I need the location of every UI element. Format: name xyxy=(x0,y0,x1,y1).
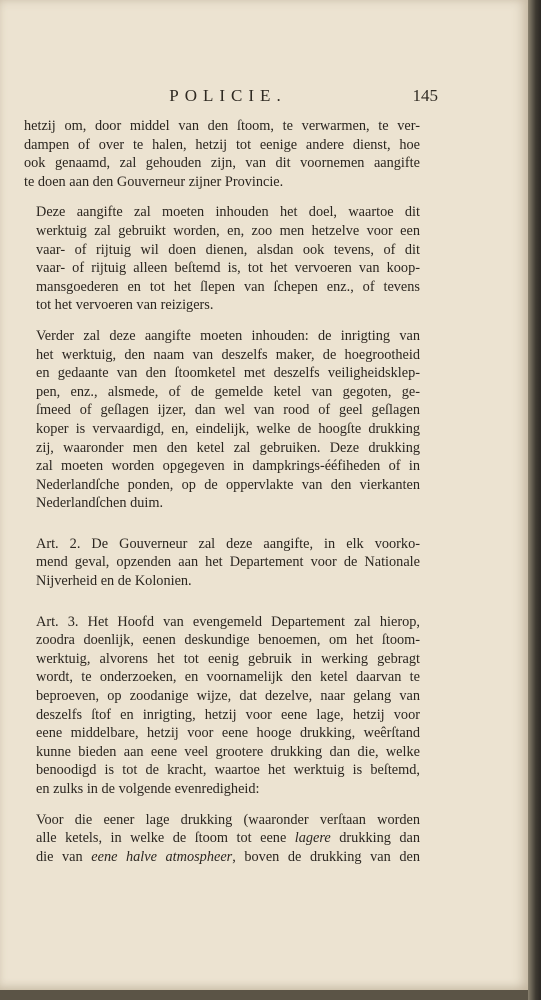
text-line: en gedaante van den ſtoomketel met deszelfs veiligheidsklep- xyxy=(36,365,420,382)
text-line: Art. 3. Het Hoofd van evengemeld Departement zal hierop, xyxy=(36,613,420,630)
paragraph-art-3 xyxy=(24,613,420,799)
text-line: vaar- of rijtuig alleen beſtemd is, tot het vervoeren van koop- xyxy=(36,260,420,277)
text-line: het werktuig, den naam van deszelfs maker, de hoegrootheid xyxy=(36,346,420,363)
text-line: mend geval, opzenden aan het Departement voor de Nationale xyxy=(36,554,420,571)
text-line: beproeven, op zoodanige wijze, dat dezelve, naar gelang van xyxy=(36,688,420,705)
text-line: Verder zal deze aangifte moeten inhouden: de inrigting van xyxy=(36,327,420,344)
text-line: zij, waaronder men den ketel zal gebruiken. Deze drukking xyxy=(36,439,420,456)
text-line: mansgoederen en tot het ſlepen van ſchepen enz., of tevens xyxy=(36,278,420,295)
text-line: Nederlandſche ponden, op de oppervlakte van den vierkanten xyxy=(36,476,420,493)
text-line: werktuig zal gebruikt worden, en, zoo men hetzelve voor een xyxy=(36,222,420,239)
paragraph-3 xyxy=(24,327,420,513)
page-number: 145 xyxy=(412,86,438,105)
text-line: Nijverheid en de Kolonien. xyxy=(36,573,192,590)
text-line: zoodra doenlijk, eenen deskundige benoemen, om het ſtoom- xyxy=(36,632,420,649)
body-text xyxy=(24,117,420,866)
page-edge xyxy=(528,0,541,1000)
text-line: wordt, te onderzoeken, en voornamelijk den ketel daarvan te xyxy=(36,669,420,686)
text-line: hetzij om, door middel van den ſtoom, te verwarmen, te ver- xyxy=(24,118,420,134)
page-header xyxy=(24,86,438,110)
text-line: Nederlandſchen duim. xyxy=(36,495,164,512)
text-fragment: drukking dan xyxy=(330,830,421,847)
text-fragment: die van xyxy=(36,848,92,865)
text-line: te doen aan den Gouverneur zijner Provincie. xyxy=(24,173,284,190)
text-line xyxy=(24,829,420,848)
text-line: eene middelbare, hetzij voor eene hooge drukking, weêrſtand xyxy=(36,725,420,742)
paragraph-1 xyxy=(24,117,420,191)
text-line: koper is vervaardigd, en, eindelijk, welke de hoogſte drukking xyxy=(36,420,420,437)
italic-word: lagere xyxy=(294,830,331,847)
running-title: POLICIE. xyxy=(169,86,287,105)
text-line xyxy=(24,848,420,867)
text-line: Voor die eener lage drukking (waaronder verſtaan worden xyxy=(36,811,420,828)
text-line: ook genaamd, zal gehouden zijn, van dit voornemen aangifte xyxy=(24,155,420,172)
text-line: kunne bieden aan eene veel grootere drukking dan die, welke xyxy=(36,743,420,760)
paragraph-4 xyxy=(24,811,420,867)
italic-phrase: eene halve atmospheer xyxy=(91,848,233,865)
paragraph-art-2 xyxy=(24,535,420,591)
text-line: benoodigd is tot de kracht, waartoe het werktuig is beſtemd, xyxy=(36,762,420,779)
text-line: vaar- of rijtuig wil doen dienen, alsdan ook tevens, of dit xyxy=(36,241,420,258)
text-line: werktuig, alvorens het tot eenig gebruik in werking gebragt xyxy=(36,650,420,667)
text-line: dampen of over te halen, hetzij tot eenige andere dienst, hoe xyxy=(24,136,420,153)
text-line: zal moeten worden opgegeven in dampkrings-ééfiheden of in xyxy=(36,458,420,475)
text-line: en zulks in de volgende evenredigheid: xyxy=(36,781,260,797)
text-line: ſmeed of geſlagen ijzer, dan wel van rood of geel geſlagen xyxy=(36,402,420,419)
text-line: Art. 2. De Gouverneur zal deze aangifte, in elk voorko- xyxy=(36,535,420,552)
text-line: tot het vervoeren van reizigers. xyxy=(36,297,214,314)
text-line: pen, enz., alsmede, of de gemelde ketel van gegoten, ge- xyxy=(36,383,420,400)
text-line: deszelfs ſtof en inrigting, hetzij voor eene lage, hetzij voor xyxy=(36,706,420,723)
text-fragment: alle ketels, in welke de ſtoom tot eene xyxy=(36,830,295,847)
text-fragment: , boven de drukking van den xyxy=(232,848,420,865)
text-line: Deze aangifte zal moeten inhouden het doel, waartoe dit xyxy=(36,204,420,221)
paragraph-2 xyxy=(24,203,420,315)
